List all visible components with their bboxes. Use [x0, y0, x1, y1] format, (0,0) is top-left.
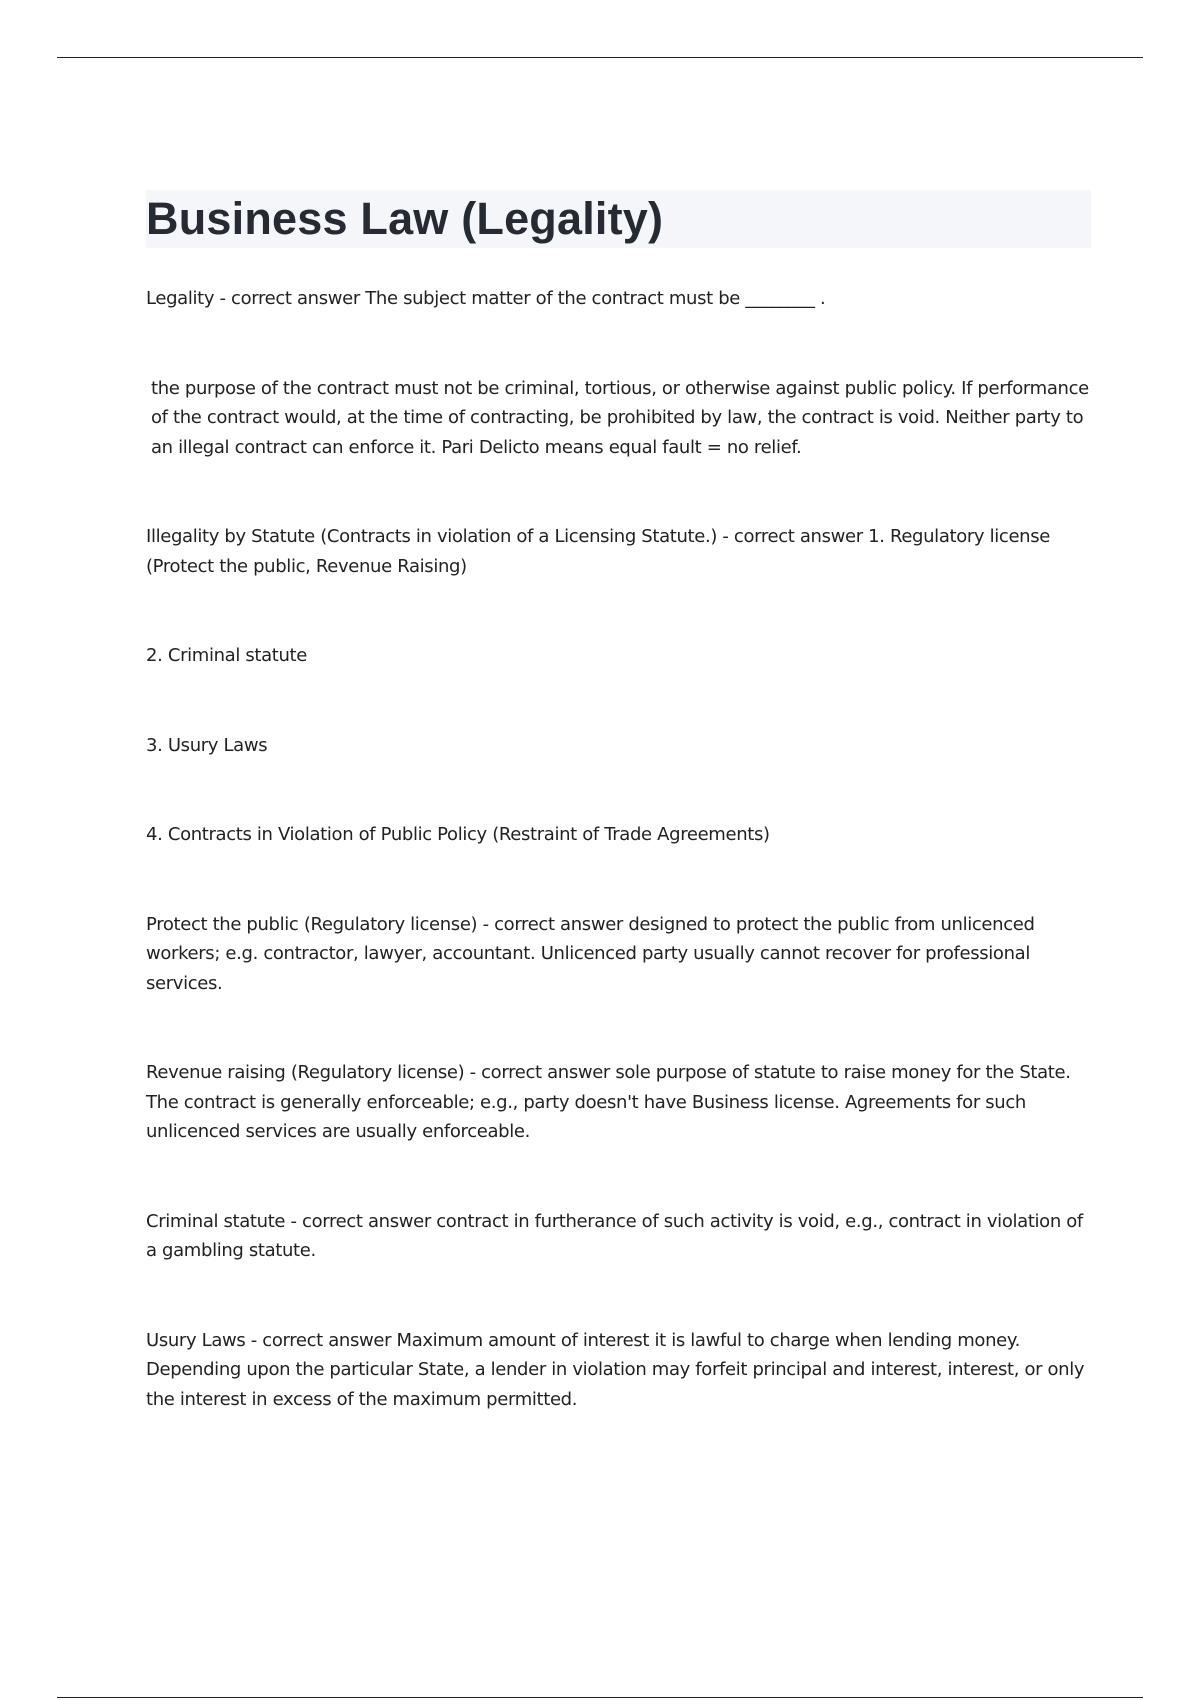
- paragraph-criminal-statute: Criminal statute - correct answer contract in furtherance of such activity is void, e.g., contract in violation of a gambling statute.: [146, 1210, 1083, 1261]
- paragraph-revenue-raising: Revenue raising (Regulatory license) - correct answer sole purpose of statute to raise money for the State. The contract is generally enforceable; e.g., party doesn't have Business license. Agreements for such unlicenced services are usually enforceable.: [146, 1062, 1071, 1142]
- paragraph-legality: Legality - correct answer The subject matter of the contract must be ________ .: [146, 288, 826, 309]
- paragraph-legality-answer: the purpose of the contract must not be criminal, tortious, or otherwise against public policy. If performance of the contract would, at the time of contracting, be prohibited by law, the contract is void. Neither party to an illegal contract can enforce it. Pari Delicto means equal fault = no relief.: [151, 377, 1089, 458]
- paragraph-protect-the-public: Protect the public (Regulatory license) - correct answer designed to protect the public from unlicenced workers; e.g. contractor, lawyer, accountant. Unlicenced party usually cannot recover for professional services.: [146, 913, 1035, 994]
- paragraph-criminal-statute-item: 2. Criminal statute: [146, 645, 307, 666]
- document-title: Business Law (Legality): [146, 193, 664, 244]
- paragraph-usury-laws-item: 3. Usury Laws: [146, 734, 268, 756]
- paragraph-usury-laws: Usury Laws - correct answer Maximum amount of interest it is lawful to charge when lending money. Depending upon the particular State, a lender in violation may forfeit principal and interest, interest, or only the interest in excess of the maximum permitted.: [146, 1329, 1085, 1410]
- title-banner: [146, 190, 1091, 248]
- top-rule: [57, 57, 1143, 58]
- document-body: [146, 190, 1091, 1474]
- paragraph-illegality-by-statute: Illegality by Statute (Contracts in violation of a Licensing Statute.) - correct answer 1. Regulatory license (Protect the public, Revenue Raising): [146, 526, 1050, 577]
- bottom-rule: [57, 1697, 1143, 1698]
- paragraph-public-policy-item: 4. Contracts in Violation of Public Policy (Restraint of Trade Agreements): [146, 824, 770, 845]
